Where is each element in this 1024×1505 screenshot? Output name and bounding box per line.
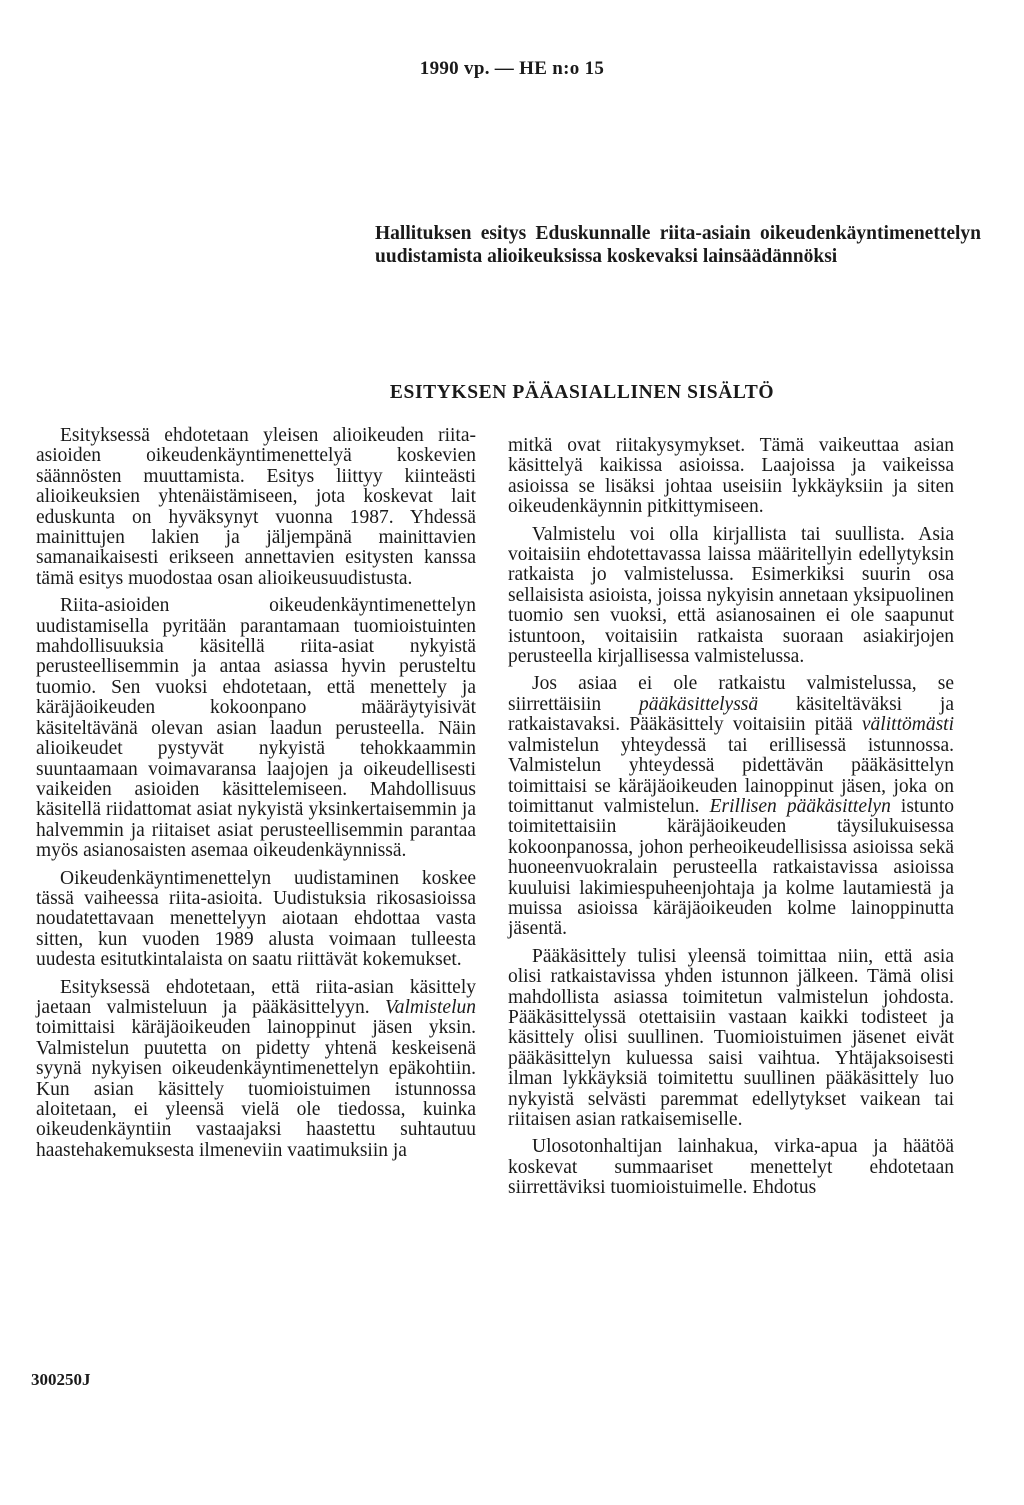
right-paragraph-3-text-a: Jos asiaa ei ole ratkaistu valmistelussa, se siirrettäisiin bbox=[508, 673, 954, 715]
right-paragraph-2: Valmistelu voi olla kirjallista tai suullista. Asia voitaisiin ehdotettavassa laissa määritellyin edellytyksin ratkaista jo valmistelussa. Esimerkiksi suurin osa sellaisista asioista, joissa nykyisin annetaan yksipuolinen tuomio sen vuoksi, että asianosainen ei ole saapunut istuntoon, voitaisiin ratkaista suoraan asiakirjojen perusteella kirjallisessa valmistelussa. bbox=[508, 523, 954, 668]
left-column bbox=[36, 426, 476, 1168]
right-paragraph-4: Pääkäsittely tulisi yleensä toimittaa niin, että asia olisi ratkaistavissa yhden istunnon jälkeen. Tämä olisi mahdollista asiassa toimitetun valmistelun johdosta. Pääkäsittelyssä otettaisiin vastaan kaikki todisteet ja käsittely olisi suullinen. Tuomioistuimen jäsenet eivät pääkäsittelyn kuluessa saisi vaihtua. Yhtäjaksoisesti ilman lykkäyksiä toimitettu suullinen pääkäsittely luo nykyistä selvästi paremmat edellytykset vaikean tai riitaisen asian ratkaisemiselle. bbox=[508, 945, 954, 1130]
left-paragraph-3: Oikeudenkäyntimenettelyn uudistaminen koskee tässä vaiheessa riita-asioita. Uudistuksia rikosasioissa noudatettavaan menettelyyn aiotaan ehdottaa vasta sitten, kun vuoden 1989 alusta voimaan tulleesta uudesta esitutkintalaista on saatu riittävät kokemukset. bbox=[36, 867, 476, 971]
left-paragraph-1: Esityksessä ehdotetaan yleisen alioikeuden riita-asioiden oikeudenkäyntimenettelyä koskevien säännösten muuttamista. Esitys liittyy kiinteästi alioikeuksien yhtenäistämiseen, jota koskevat lait eduskunta on hyväksynyt vuonna 1987. Yhdessä mainittujen lakien ja jäljempänä mainittavien samanaikaisesti erikseen annettavien esitysten kanssa tämä esitys muodostaa osan alioikeusuudistusta. bbox=[36, 425, 476, 589]
right-paragraph-3 bbox=[508, 674, 954, 939]
right-paragraph-3-emphasis-2: välittömästi bbox=[861, 714, 954, 736]
right-paragraph-5: Ulosotonhaltijan lainhakua, virka-apua ja häätöä koskevat summaariset menettelyt ehdotetaan siirrettäviksi tuomioistuimelle. Ehdotus bbox=[508, 1136, 954, 1199]
left-paragraph-4-emphasis: Valmistelun bbox=[385, 996, 476, 1018]
left-paragraph-2: Riita-asioiden oikeudenkäyntimenettelyn uudistamisella pyritään parantamaan tuomioistuinten mahdollisuuksia käsitellä riita-asiat nykyistä perusteellisemmin ja antaa asiassa hyvin perusteltu tuomio. Sen vuoksi ehdotetaan, että menettely ja käräjäoikeuden kokoonpano määräytyisivät käsiteltävänä olevan asian laadun perusteella. Näin alioikeudet pystyvät nykyistä tehokkaammin suuntaamaan voimavaransa laajojen ja oikeudellisesti vaikeiden asioiden käsittelemiseen. Mahdollisuus käsitellä riidattomat asiat nykyistä yksinkertaisemmin ja halvemmin ja riitaiset asiat perusteellisemmin parantaa myös asianosaisten asemaa oikeudenkäynnissä. bbox=[36, 595, 476, 862]
right-paragraph-3-emphasis-3: Erillisen pääkäsittelyn bbox=[709, 795, 891, 817]
right-paragraph-1: mitkä ovat riitakysymykset. Tämä vaikeuttaa asian käsittelyä kaikissa asioissa. Laajoissa ja vaikeissa asioissa se lisäksi johtaa useisiin lykkäyksiin ja siten oikeudenkäynnin pitkittymiseen. bbox=[508, 435, 954, 518]
footer-code: 300250J bbox=[31, 1370, 91, 1389]
right-paragraph-3-text-c: valmistelun yhteydessä tai erillisessä istunnossa. Valmistelun yhteydessä pidettävän pääkäsittelyn toimittaisi se käräjäoikeuden lainoppinut jäsen, joka on toimittanut valmistelun. bbox=[508, 734, 954, 817]
right-column bbox=[508, 436, 954, 1206]
right-paragraph-3-text-b: käsiteltäväksi ja ratkaistavaksi. Pääkäsittely voitaisiin pitää bbox=[508, 693, 955, 736]
section-heading: ESITYKSEN PÄÄASIALLINEN SISÄLTÖ bbox=[389, 382, 775, 403]
page-header: 1990 vp. — HE n:o 15 bbox=[419, 58, 605, 79]
right-paragraph-3-emphasis-1: pääkäsittelyssä bbox=[638, 693, 759, 715]
document-title: Hallituksen esitys Eduskunnalle riita-asiain oikeudenkäyntimenettelyn uudistamista alioikeuksissa koskevaksi lainsäädännöksi bbox=[375, 223, 981, 267]
left-paragraph-4-text-b: toimittaisi käräjäoikeuden lainoppinut jäsen yksin. Valmistelun puutetta on pidetty yhtenä keskeisenä syynä nykyisen oikeudenkäyntimenettelyn epäkohtiin. Kun asian käsittely tuomioistuimen istunnossa aloitetaan, ei yleensä vielä ole tiedossa, kuinka oikeudenkäyntiin vastaajaksi haastettu suhtautuu haastehakemuksesta ilmeneviin vaatimuksiin ja bbox=[36, 1017, 476, 1161]
left-paragraph-4 bbox=[36, 978, 476, 1162]
right-paragraph-3-text-d: istunto toimitettaisiin käräjäoikeuden täysilukuisessa kokoonpanossa, johon perheoikeudellisissa asioissa sekä huoneenvuokralain perusteella ratkaistavissa asioissa kuuluisi lakimiespuheenjohtaja ja kolme lautamiestä ja muissa asioissa käräjäoikeuden kolme lainoppinutta jäsentä. bbox=[508, 795, 954, 940]
left-paragraph-4-text-a: Esityksessä ehdotetaan, että riita-asian käsittely jaetaan valmisteluun ja pääkäsittelyyn. bbox=[36, 976, 476, 1018]
